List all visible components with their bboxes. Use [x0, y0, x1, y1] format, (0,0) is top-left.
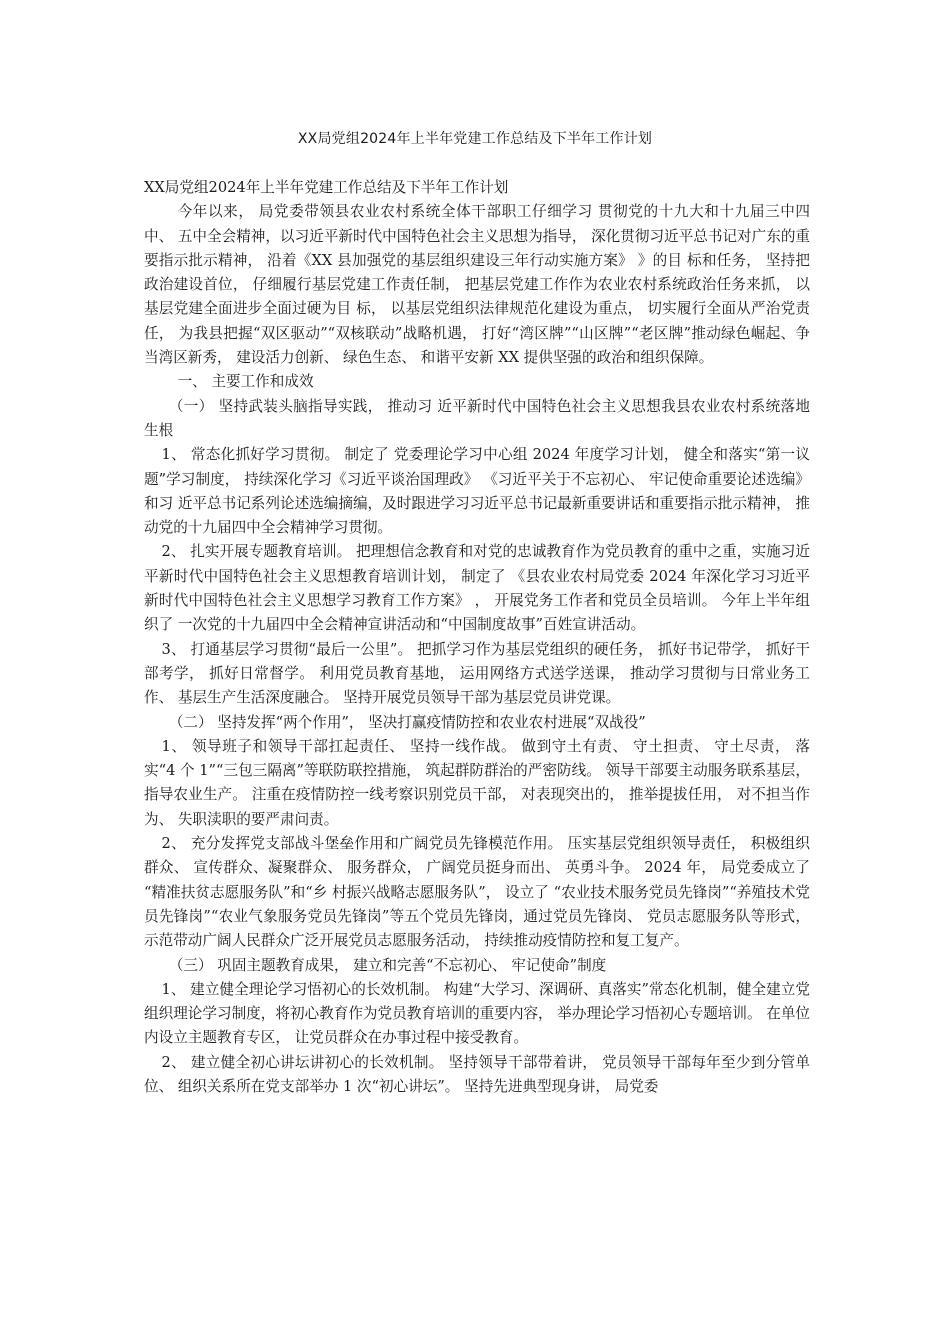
subsection-heading-2: （二） 坚持发挥“两个作用”， 坚决打赢疫情防控和农业农村进展“双战役”: [168, 713, 646, 731]
paragraph-item: 3、 打通基层学习贯彻“最后一公里”。 把抓学习作为基层党组织的硬任务， 抓好书记带学， 抓好干部考学， 抓好日常督学。 利用党员教育基地， 运用网络方式送学送课， 推动学习贯彻与日常业务工作、 基层生产生活深度融合。 坚持开展党员领导干部为基层党员讲党课。: [144, 640, 810, 707]
paragraph-item: 1、 建立健全理论学习悟初心的长效机制。 构建“大学习、深调研、真落实”常态化机制，健全建立党组织理论学习制度，将初心教育作为党员教育培训的重要内容， 举办理论学习悟初心专题培训。 在单位内设立主题教育专区， 让党员群众在办事过程中接受教育。: [144, 980, 811, 1047]
subsection-heading-3: （三） 巩固主题教育成果， 建立和完善“不忘初心、 牢记使命”制度: [168, 956, 607, 974]
document-title: XX局党组2024年上半年党建工作总结及下半年工作计划: [297, 131, 653, 147]
paragraph-item: 2、 扎实开展专题教育培训。 把理想信念教育和对党的忠诚教育作为党员教育的重中之重，实施习近平新时代中国特色社会主义思想教育培训计划， 制定了 《县农业农村局党委 2024 年深化学习习近平新时代中国特色社会主义思想学习教育工作方案》 ， 开展党务工作者和党员全员培训。 今年上半年组织了 一次党的十九届四中全会精神宣讲活动和“中国制度故事”百姓宣讲活动。: [144, 543, 810, 634]
paragraph-item: 2、 充分发挥党支部战斗堡垒作用和广阔党员先锋模范作用。 压实基层党组织领导责任， 积极组织群众、 宣传群众、凝聚群众、 服务群众， 广阔党员挺身而出、 英勇斗争。 2024 年， 局党委成立了 “精准扶贫志愿服务队”和“乡 村振兴战略志愿服务队”， 设立了 “农业技术服务党员先锋岗”“养殖技术党员先锋岗”“农业气象服务党员先锋岗”等五个党员先锋岗，通过党员先锋岗、 党员志愿服务队等形式， 示范带动广阔人民群众广泛开展党员志愿服务活动， 持续推动疫情防控和复工复产。: [144, 835, 810, 950]
subsection-heading-1: （一） 坚持武装头脑指导实践， 推动习 近平新时代中国特色社会主义思想我县农业农村系统落地生根: [144, 397, 810, 439]
section-heading-main-work: 一、 主要工作和成效: [177, 373, 314, 391]
paragraph-intro: 今年以来， 局党委带领县农业农村系统全体干部职工仔细学习 贯彻党的十九大和十九届三中四中、 五中全会精神，以习近平新时代中国特色社会主义思想为指导， 深化贯彻习近平总书记对广东的重要指示批示精神， 沿着《XX 县加强党的基层组织建设三年行动实施方案》 》的目 标和任务， 坚持把政治建设首位， 仔细履行基层党建工作责任制， 把基层党建工作作为农业农村系统政治任务来抓， 以基层党建全面进步全面过硬为目 标， 以基层党组织法律规范化建设为重点， 切实履行全面从严治党责任， 为我县把握“双区驱动”“双核联动”战略机遇， 打好“湾区牌”“山区牌”“老区牌”推动绿色崛起、争当湾区新秀， 建设活力创新、 绿色生态、 和谐平安新 XX 提供坚强的政治和组织保障。: [144, 203, 811, 367]
document-subtitle: XX局党组2024年上半年党建工作总结及下半年工作计划: [144, 179, 509, 196]
paragraph-item: 1、 领导班子和领导干部扛起责任、 坚持一线作战。 做到守土有责、 守土担责、 守土尽责， 落实“4 个 1”“三包三隔离”等联防联控措施， 筑起群防群治的严密防线。 领导干部要主动服务联系基层， 指导农业生产。 注重在疫情防控一线考察识别党员干部， 对表现突出的， 推举提拔任用， 对不担当作为、 失职渎职的要严肃问责。: [144, 737, 810, 828]
paragraph-item: 1、 常态化抓好学习贯彻。 制定了 党委理论学习中心组 2024 年度学习计划， 健全和落实“第一议题”学习制度， 持续深化学习《习近平谈治国理政》 《习近平关于不忘初心、 牢记使命重要论述选编》 和习 近平总书记系列论述选编摘编，及时跟进学习习近平总书记最新重要讲话和重要指示批示精神， 推动党的十九届四中全会精神学习贯彻。: [144, 446, 811, 537]
document-body: [144, 176, 810, 1099]
paragraph-item: 2、 建立健全初心讲坛讲初心的长效机制。 坚持领导干部带着讲， 党员领导干部每年至少到分管单位、 组织关系所在党支部举办 1 次“初心讲坛”。 坚持先进典型现身讲， 局党委: [144, 1053, 810, 1095]
